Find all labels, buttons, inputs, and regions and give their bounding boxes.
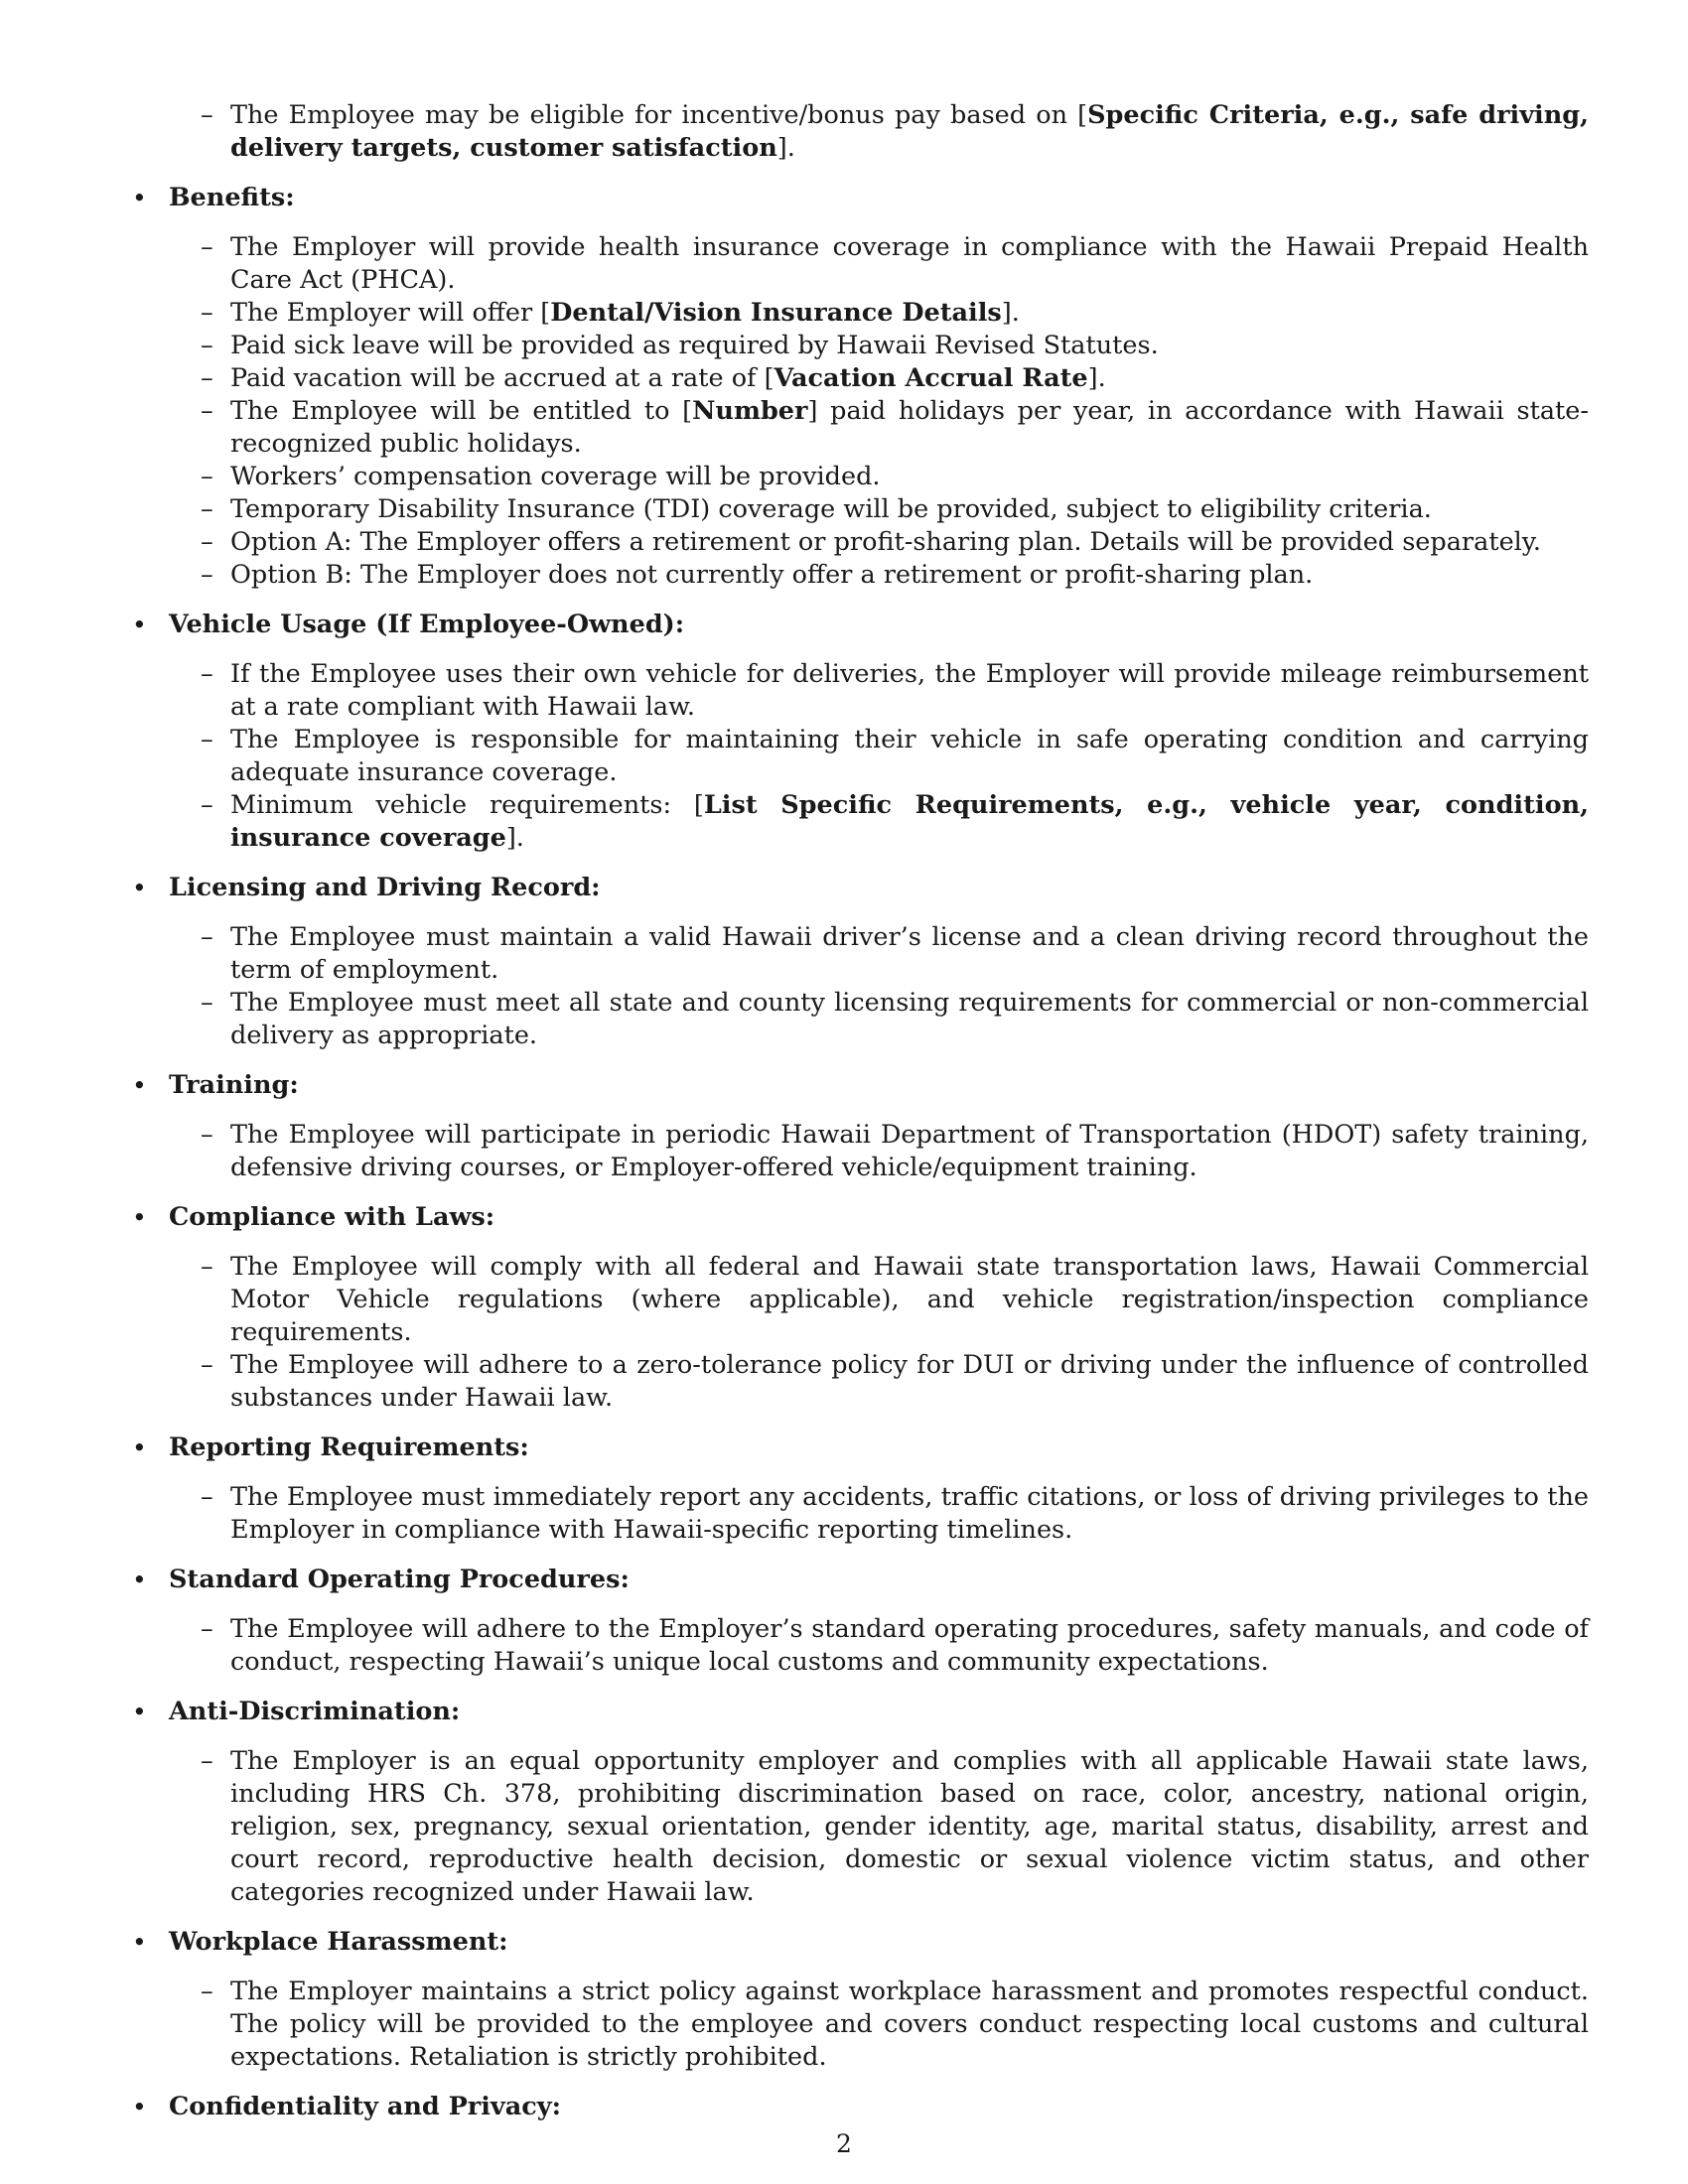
section-items: [169, 1119, 1589, 1184]
section-items: [169, 921, 1589, 1052]
item-text: Option B: The Employer does not currently offer a retirement or profit-sharing plan.: [230, 560, 1314, 590]
item-text: The Employer is an equal opportunity employer and complies with all applicable Hawaii state laws, including HRS Ch. 378, prohibiting discrimination based on race, color, ancestry, national origin, religion, sex, pregnancy, sexual orientation, gender identity, age, marital status, disability, arrest and court record, reproductive health decision, domestic or sexual violence victim status, and other categories recognized under Hawaii law.: [230, 1746, 1589, 1907]
list-item: [169, 1119, 1589, 1184]
dash-marker: –: [201, 1482, 213, 1512]
item-text: The Employee will adhere to a zero-tolerance policy for DUI or driving under the influence of controlled substances under Hawaii law.: [230, 1350, 1589, 1413]
item-text: ].: [776, 133, 795, 163]
bullet-marker: •: [132, 1928, 147, 1957]
item-text: ] paid holidays per year, in accordance with Hawaii state-recognized public holidays.: [230, 396, 1589, 459]
section-items: [169, 231, 1589, 592]
dash-marker: –: [201, 363, 213, 393]
bullet-marker: •: [132, 1433, 147, 1462]
section-heading: Reporting Requirements:: [169, 1433, 529, 1462]
section-heading: Benefits:: [169, 183, 295, 212]
bullet-marker: •: [132, 1071, 147, 1100]
bullet-marker: •: [132, 611, 147, 639]
list-item: [169, 362, 1589, 395]
item-text: The Employer maintains a strict policy against workplace harassment and promotes respectful conduct. The policy will be provided to the employee and covers conduct respecting local customs and cultural expectations. Retaliation is strictly prohibited.: [230, 1977, 1589, 2072]
dash-marker: –: [201, 988, 213, 1018]
list-item: [169, 1613, 1589, 1679]
bullet-marker: •: [132, 2093, 147, 2121]
item-text: The Employee will be entitled to [: [230, 396, 693, 426]
section: [129, 872, 1589, 1052]
dash-marker: –: [201, 396, 213, 426]
dash-marker: –: [201, 560, 213, 590]
list-item: [169, 99, 1589, 165]
list-item: [169, 1976, 1589, 2074]
item-text: The Employee must meet all state and county licensing requirements for commercial or non-commercial delivery as appropriate.: [230, 988, 1589, 1050]
dash-marker: –: [201, 1746, 213, 1776]
bullet-marker: •: [132, 874, 147, 902]
dash-marker: –: [201, 1252, 213, 1282]
section-heading: Standard Operating Procedures:: [169, 1565, 630, 1594]
section-items: [169, 1613, 1589, 1679]
item-text: Workers’ compensation coverage will be provided.: [230, 462, 881, 491]
bullet-marker: •: [132, 1203, 147, 1232]
item-text: ].: [1001, 298, 1020, 328]
list-item: [169, 297, 1589, 330]
dash-marker: –: [201, 1977, 213, 2006]
list-item: [169, 461, 1589, 493]
list-item: [169, 1745, 1589, 1909]
item-text: Paid vacation will be accrued at a rate of [: [230, 363, 774, 393]
dash-marker: –: [201, 527, 213, 557]
section: [129, 182, 1589, 592]
placeholder-text: Number: [692, 396, 808, 426]
list-item: [169, 1251, 1589, 1349]
list-item: [169, 1481, 1589, 1547]
dash-marker: –: [201, 1350, 213, 1380]
list-item: [169, 1349, 1589, 1415]
dash-marker: –: [201, 725, 213, 754]
section: [129, 1696, 1589, 1909]
section: [129, 1069, 1589, 1184]
bullet-marker: •: [132, 1698, 147, 1726]
carryover-section: [129, 99, 1589, 165]
item-text: If the Employee uses their own vehicle for deliveries, the Employer will provide mileage reimbursement at a rate compliant with Hawaii law.: [230, 659, 1589, 722]
dash-marker: –: [201, 298, 213, 328]
item-text: The Employee is responsible for maintaining their vehicle in safe operating condition and carrying adequate insurance coverage.: [230, 725, 1589, 787]
item-text: The Employer will provide health insurance coverage in compliance with the Hawaii Prepaid Health Care Act (PHCA).: [230, 232, 1589, 295]
section-heading: Licensing and Driving Record:: [169, 873, 601, 902]
dash-marker: –: [201, 659, 213, 689]
item-text: The Employee will comply with all federal and Hawaii state transportation laws, Hawaii Commercial Motor Vehicle regulations (where applicable), and vehicle registration/inspection compliance requirements.: [230, 1252, 1589, 1347]
dash-marker: –: [201, 1120, 213, 1150]
list-item: [169, 395, 1589, 461]
section-heading: Compliance with Laws:: [169, 1202, 495, 1232]
dash-marker: –: [201, 790, 213, 820]
bullet-marker: •: [132, 184, 147, 212]
section-items: [169, 1745, 1589, 1909]
placeholder-text: List Specific Requirements, e.g., vehicle year, condition, insurance coverage: [230, 790, 1589, 853]
page-number: 2: [836, 2129, 852, 2158]
section-heading: Vehicle Usage (If Employee-Owned):: [169, 610, 685, 639]
placeholder-text: Specific Criteria, e.g., safe driving, delivery targets, customer satisfaction: [230, 100, 1589, 163]
item-text: ].: [1087, 363, 1106, 393]
section: [129, 2091, 1589, 2123]
list-item: [169, 921, 1589, 987]
section: [129, 609, 1589, 855]
dash-marker: –: [201, 494, 213, 524]
section-heading: Confidentiality and Privacy:: [169, 2092, 561, 2121]
item-text: Temporary Disability Insurance (TDI) coverage will be provided, subject to eligibility criteria.: [230, 494, 1432, 524]
document-body: [129, 99, 1589, 2140]
item-text: Minimum vehicle requirements: [: [230, 790, 704, 820]
dash-marker: –: [201, 462, 213, 491]
section-heading: Workplace Harassment:: [169, 1927, 508, 1957]
list-item: [169, 658, 1589, 724]
item-text: The Employee must maintain a valid Hawaii driver’s license and a clean driving record throughout the term of employment.: [230, 922, 1589, 985]
list-item: [169, 987, 1589, 1052]
list-item: [169, 493, 1589, 526]
section-items: [169, 1976, 1589, 2074]
list-item: [169, 330, 1589, 362]
item-text: The Employee will participate in periodic Hawaii Department of Transportation (HDOT) safety training, defensive driving courses, or Employer-offered vehicle/equipment training.: [230, 1120, 1589, 1182]
item-text: Option A: The Employer offers a retirement or profit-sharing plan. Details will be provided separately.: [230, 527, 1541, 557]
placeholder-text: Dental/Vision Insurance Details: [550, 298, 1002, 328]
bullet-marker: •: [132, 1566, 147, 1594]
item-text: ].: [505, 823, 524, 853]
sections-container: [129, 182, 1589, 2123]
dash-marker: –: [201, 1614, 213, 1644]
section-items: [169, 1251, 1589, 1415]
list-item: [169, 724, 1589, 789]
section-items: [169, 658, 1589, 855]
list-item: [169, 231, 1589, 297]
dash-marker: –: [201, 331, 213, 360]
section-items: [169, 1481, 1589, 1547]
dash-marker: –: [201, 922, 213, 952]
item-text: The Employer will offer [: [230, 298, 551, 328]
carryover-items: [169, 99, 1589, 165]
section-heading: Anti-Discrimination:: [169, 1697, 461, 1726]
section: [129, 1201, 1589, 1415]
section-heading: Training:: [169, 1070, 299, 1100]
item-text: The Employee will adhere to the Employer’s standard operating procedures, safety manuals, and code of conduct, respecting Hawaii’s unique local customs and community expectations.: [230, 1614, 1589, 1677]
item-text: Paid sick leave will be provided as required by Hawaii Revised Statutes.: [230, 331, 1159, 360]
item-text: The Employee must immediately report any accidents, traffic citations, or loss of driving privileges to the Employer in compliance with Hawaii-specific reporting timelines.: [230, 1482, 1589, 1545]
section: [129, 1432, 1589, 1547]
dash-marker: –: [201, 232, 213, 262]
section: [129, 1926, 1589, 2074]
placeholder-text: Vacation Accrual Rate: [774, 363, 1088, 393]
list-item: [169, 526, 1589, 559]
list-item: [169, 559, 1589, 592]
dash-marker: –: [201, 100, 213, 130]
list-item: [169, 789, 1589, 855]
item-text: The Employee may be eligible for incentive/bonus pay based on [: [230, 100, 1088, 130]
section: [129, 1564, 1589, 1679]
